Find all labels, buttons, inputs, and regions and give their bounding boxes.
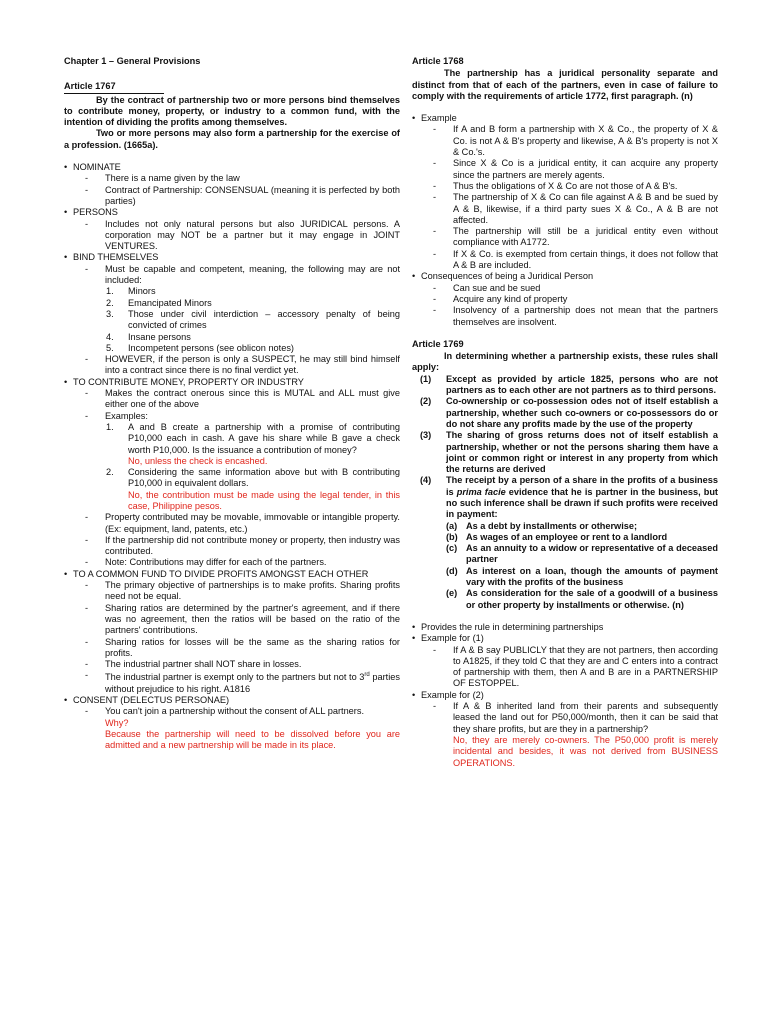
subrule-letter: (d) xyxy=(446,565,458,576)
list-item: - Property contributed may be movable, immovable or intangible property. (Ex: equipment, land, patents, etc.) xyxy=(95,512,400,535)
note-common-fund xyxy=(64,569,400,695)
note-heading: CONSENT (DELECTUS PERSONAE) xyxy=(73,695,230,706)
subrule-text: As an annuity to a widow or representative of a deceased partner xyxy=(466,543,718,565)
note-heading: TO A COMMON FUND TO DIVIDE PROFITS AMONGST EACH OTHER xyxy=(73,568,369,579)
list-item: - The industrial partner shall NOT share in losses. xyxy=(95,659,400,670)
list-item: - Makes the contract onerous since this is MUTAL and ALL must give either one of the above xyxy=(95,388,400,411)
note-heading: Consequences of being a Juridical Person xyxy=(421,271,594,282)
answer-text: No, unless the check is encashed. xyxy=(128,455,268,466)
item-text: Incompetent persons (see oblicon notes) xyxy=(128,342,294,353)
list-item-text: Must be capable and competent, meaning, the following may are not included: xyxy=(105,263,400,286)
list-item: - Sharing ratios for losses will be the same as the sharing ratios for profits. xyxy=(95,637,400,660)
right-column xyxy=(412,56,718,769)
list-item: - Can sue and be sued xyxy=(443,283,718,294)
list-item xyxy=(95,670,400,695)
item-text: A and B create a partnership with a promise of contributing P10,000 each in cash. A gave his share while B gave a check worth P10,000. Is the issuance a contribution of money? xyxy=(128,421,400,455)
list-item xyxy=(95,264,400,354)
numbered-item xyxy=(106,308,400,332)
item-number: 2. xyxy=(106,297,114,308)
subrule-letter: (c) xyxy=(446,543,458,554)
list-item: - If X & Co. is exempted from certain things, it does not follow that A & B are included. xyxy=(443,249,718,272)
rule-4-subitems xyxy=(446,521,718,611)
item-number: 4. xyxy=(106,331,114,342)
list-item: - Note: Contributions may differ for each of the partners. xyxy=(95,557,400,568)
superscript: rd xyxy=(364,672,370,679)
rule-number: (1) xyxy=(420,373,432,384)
rule-text: Co-ownership or co-possession odes not of itself establish a partnership, whether such co-owners or co-possessors do or do not share any profits made by the use of the property xyxy=(446,396,718,429)
list-item: - If A and B form a partnership with X & Co., the property of X & Co. is not A & B's property and likewise, A & B's property is not X & Co.'s. xyxy=(443,124,718,158)
note-heading: PERSONS xyxy=(73,207,118,218)
list-item-text: Examples: xyxy=(105,410,148,421)
subrule-text: As wages of an employee or rent to a landlord xyxy=(466,531,668,542)
item-text: Considering the same information above but with B contributing P10,000 in equivalent dollars. xyxy=(128,467,400,489)
note-heading: BIND THEMSELVES xyxy=(73,252,159,263)
rule-number: (2) xyxy=(420,396,432,407)
numbered-item xyxy=(106,331,400,343)
list-item: - Since X & Co is a juridical entity, it can acquire any property since the partners are merely agents. xyxy=(443,158,718,181)
article-1769-title: Article 1769 xyxy=(412,338,464,349)
article-1769-intro: In determining whether a partnership exists, these rules shall apply: xyxy=(412,351,718,373)
item-number: 1. xyxy=(106,286,114,297)
note-nominate xyxy=(64,162,400,207)
subrule-text: As interest on a loan, though the amounts of payment vary with the profits of the business xyxy=(466,565,718,588)
article-1769-rules xyxy=(412,374,718,611)
list-item xyxy=(95,706,400,751)
rule-number: (3) xyxy=(420,430,432,441)
list-item: - If A & B say PUBLICLY that they are not partners, then according to A1825, if they told C that they are and C enters into a contract of partnership with them, then A and B are in a PARTNERSHIP OF ESTOPPEL. xyxy=(443,645,718,690)
item-number: 5. xyxy=(106,342,114,353)
list-item: - Thus the obligations of X & Co are not those of A & B's. xyxy=(443,181,718,192)
item-text: Emancipated Minors xyxy=(128,297,212,308)
subrule-letter: (a) xyxy=(446,520,458,531)
answer-text: No, they are merely co-owners. The P50,000 profit is merely incidental and besides, it was not derived from BUSINESS OPERATIONS. xyxy=(453,734,718,768)
rule-item xyxy=(420,373,718,397)
note-provides: • Provides the rule in determining partnerships xyxy=(412,622,718,633)
list-item: - Acquire any kind of property xyxy=(443,294,718,305)
article-1769-notes xyxy=(412,622,718,769)
left-column xyxy=(64,56,400,752)
list-item-text: If A & B inherited land from their parents and subsequently leased the land out for P50,000/month, then it can be said that they share profits, but are they in a partnership? xyxy=(453,701,718,734)
item-text: Minors xyxy=(128,286,156,297)
rule-text: The sharing of gross returns does not of itself establish a partnership, whether or not the persons sharing them have a joint or common right or interest in any property from which the returns are derived xyxy=(446,430,718,475)
subrule-letter: (e) xyxy=(446,588,458,599)
numbered-item xyxy=(106,342,400,354)
article-1768-title: Article 1768 xyxy=(412,56,464,66)
note-bind-themselves xyxy=(64,252,400,376)
list-item-text: You can't join a partnership without the consent of ALL partners. xyxy=(105,706,365,717)
note-consequences xyxy=(412,271,718,327)
question-text: Why? xyxy=(105,717,129,728)
item-text: Those under civil interdiction – accessory penalty of being convicted of crimes xyxy=(128,308,400,331)
note-persons xyxy=(64,207,400,252)
article-1767-paragraph-1: By the contract of partnership two or more persons bind themselves to contribute money, property, or industry to a common fund, with the intention of dividing the profits among themselves. xyxy=(64,94,400,128)
rule-item xyxy=(420,475,718,611)
note-consent xyxy=(64,695,400,751)
rule-number: (4) xyxy=(420,475,432,486)
article-1768-notes xyxy=(412,113,718,328)
rule-item xyxy=(420,430,718,475)
list-item-text: parties without prejudice to his right. A1816 xyxy=(105,672,400,694)
list-item: - Sharing ratios are determined by the partner's agreement, and if there was no agreement, then the ratios will be based on the ratio of the partners' contributions. xyxy=(95,603,400,637)
list-item: - The partnership of X & Co can file against A & B and be sued by A & B, likewise, if a third party sues X & Co., A & B are not affected. xyxy=(443,192,718,226)
list-item xyxy=(443,701,718,769)
numbered-item xyxy=(106,286,400,297)
note-example xyxy=(412,113,718,271)
subrule-text: As consideration for the sale of a goodwill of a business or other property by installments or otherwise. (n) xyxy=(466,588,718,610)
article-1767-paragraph-2: Two or more persons may also form a partnership for the exercise of a profession. (1665a). xyxy=(64,128,400,150)
rule-item xyxy=(420,396,718,430)
list-item xyxy=(95,411,400,513)
rule-text: The receipt by a person of a share in the profits of a business is xyxy=(446,475,718,497)
subrule-text: As a debt by installments or otherwise; xyxy=(466,520,638,531)
subrule-item xyxy=(446,543,718,566)
answer-text: Because the partnership will need to be dissolved before you are admitted and a new partnership will be made in its place. xyxy=(105,728,400,751)
list-item: - Contract of Partnership: CONSENSUAL (meaning it is perfected by both parties) xyxy=(95,185,400,208)
list-item: - If the partnership did not contribute money or property, then industry was contributed. xyxy=(95,535,400,558)
chapter-title: Chapter 1 – General Provisions xyxy=(64,56,201,66)
article-1768-paragraph: The partnership has a juridical personality separate and distinct from that of each of the partners, even in case of failure to comply with the requirements of article 1772, first paragraph. (n) xyxy=(412,68,718,101)
note-example-1 xyxy=(412,633,718,689)
list-item: - Includes not only natural persons but also JURIDICAL persons. A corporation may NOT be a partner but it may engage in JOINT VENTURES. xyxy=(95,219,400,253)
note-heading: Example xyxy=(421,113,457,124)
list-item: - Insolvency of a partnership does not mean that the partners themselves are insolvent. xyxy=(443,305,718,328)
rule-text: Except as provided by article 1825, persons who are not partners as to each other are not partners as to third persons. xyxy=(446,373,718,396)
list-item: - There is a name given by the law xyxy=(95,173,400,184)
list-item: - The partnership will still be a juridical entity even without compliance with A1772. xyxy=(443,226,718,249)
rule-emphasis: prima facie xyxy=(456,486,506,497)
subrule-item xyxy=(446,531,718,543)
list-item: - The primary objective of partnerships is to make profits. Sharing profits need not be equal. xyxy=(95,580,400,603)
list-item-text: The industrial partner is exempt only to the partners but not to 3 xyxy=(105,672,365,683)
article-1767-notes xyxy=(64,162,400,752)
item-number: 3. xyxy=(106,308,114,319)
note-contribute xyxy=(64,377,400,569)
list-item: - HOWEVER, if the person is only a SUSPECT, he may still bind himself into a contract since there is no final verdict yet. xyxy=(95,354,400,377)
note-heading: Example for (2) xyxy=(421,689,484,700)
subrule-item xyxy=(446,520,718,532)
answer-text: No, the contribution must be made using the legal tender, in this case, Philippine pesos. xyxy=(128,489,400,511)
numbered-item: 1. A and B create a partnership with a promise of contributing P10,000 each in cash. A gave his share while B gave a check worth P10,000. Is the issuance a contribution of money? No, unless the check is encashed. xyxy=(106,421,400,466)
numbered-item: 2. Considering the same information above but with B contributing P10,000 in equivalent dollars. No, the contribution must be made using the legal tender, in this case, Philippine pesos. xyxy=(106,467,400,511)
note-example-2 xyxy=(412,690,718,769)
item-text: Insane persons xyxy=(128,331,191,342)
note-heading: NOMINATE xyxy=(73,162,121,173)
rule-text: evidence that he is partner in the business, but no such inference shall be drawn if such profits were received in payment: xyxy=(446,486,718,520)
subrule-item xyxy=(446,588,718,611)
numbered-item xyxy=(106,297,400,309)
article-1767-title: Article 1767 xyxy=(64,81,164,93)
subrule-item xyxy=(446,565,718,589)
note-heading: TO CONTRIBUTE MONEY, PROPERTY OR INDUSTRY xyxy=(73,376,304,387)
note-heading: Example for (1) xyxy=(421,633,484,644)
subrule-letter: (b) xyxy=(446,531,458,542)
